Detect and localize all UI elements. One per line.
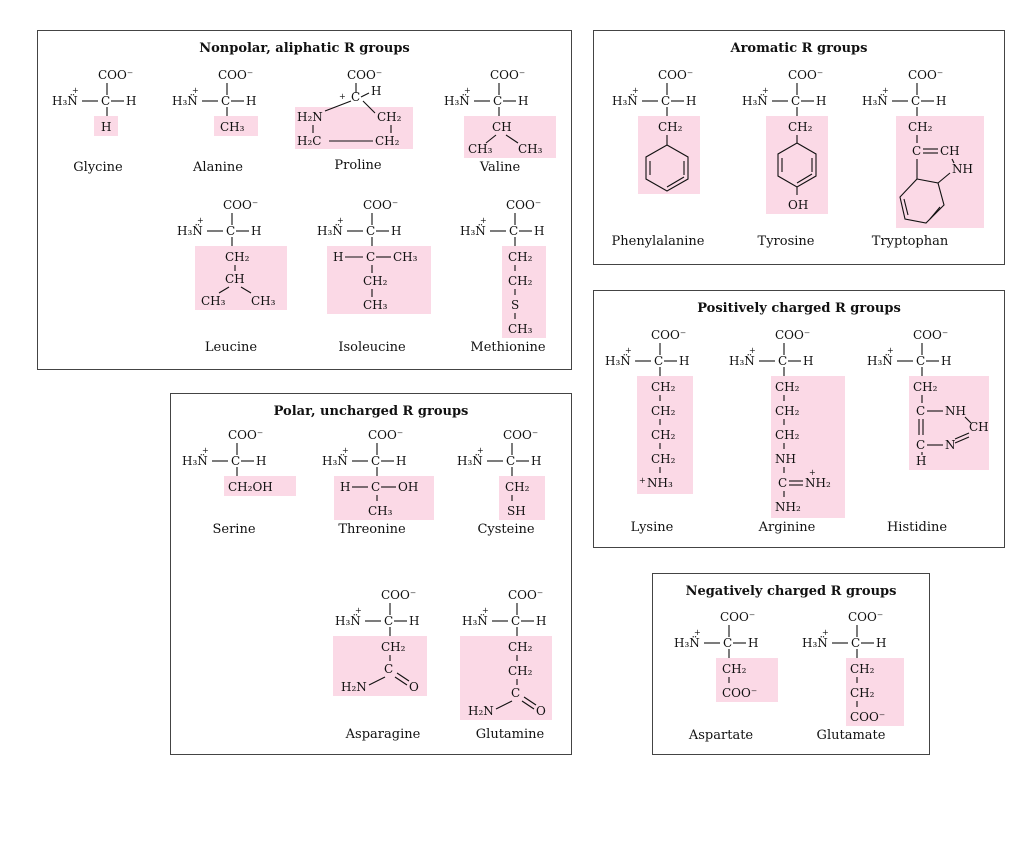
name-tyrosine: Tyrosine bbox=[757, 234, 815, 249]
svg-text:+: + bbox=[72, 86, 79, 95]
svg-text:CH₂: CH₂ bbox=[377, 110, 402, 124]
svg-text:H: H bbox=[686, 94, 697, 108]
svg-text:C: C bbox=[226, 224, 236, 238]
svg-text:+: + bbox=[639, 476, 646, 485]
svg-text:C: C bbox=[384, 662, 394, 676]
svg-text:+: + bbox=[882, 86, 889, 95]
svg-text:COO⁻: COO⁻ bbox=[218, 68, 254, 82]
svg-text:CH: CH bbox=[492, 120, 512, 134]
name-proline: Proline bbox=[334, 158, 382, 173]
svg-text:H₃N̈: H₃N̈ bbox=[605, 354, 631, 368]
svg-text:CH: CH bbox=[225, 272, 245, 286]
svg-text:SH: SH bbox=[507, 504, 526, 518]
svg-text:+: + bbox=[694, 628, 701, 637]
name-histidine: Histidine bbox=[886, 520, 948, 535]
svg-text:H₂N: H₂N bbox=[341, 680, 367, 694]
svg-text:CH₂: CH₂ bbox=[913, 380, 938, 394]
svg-text:H: H bbox=[256, 454, 267, 468]
svg-text:C: C bbox=[911, 94, 921, 108]
svg-text:COO⁻: COO⁻ bbox=[913, 328, 949, 342]
svg-text:H: H bbox=[936, 94, 947, 108]
svg-text:+: + bbox=[355, 606, 362, 615]
name-valine: Valine bbox=[479, 160, 521, 175]
svg-text:C: C bbox=[511, 686, 521, 700]
svg-text:C: C bbox=[509, 224, 519, 238]
panel-title-negative: Negatively charged R groups bbox=[685, 584, 897, 599]
svg-text:H: H bbox=[518, 94, 529, 108]
svg-text:+: + bbox=[625, 346, 632, 355]
svg-text:COO⁻: COO⁻ bbox=[722, 686, 758, 700]
svg-text:H₃N̈: H₃N̈ bbox=[802, 636, 828, 650]
svg-text:H₃N̈: H₃N̈ bbox=[444, 94, 470, 108]
svg-text:+: + bbox=[192, 86, 199, 95]
svg-text:+: + bbox=[197, 216, 204, 225]
svg-text:H₃N̈: H₃N̈ bbox=[317, 224, 343, 238]
svg-text:COO⁻: COO⁻ bbox=[223, 198, 259, 212]
svg-text:COO⁻: COO⁻ bbox=[788, 68, 824, 82]
svg-text:CH₂: CH₂ bbox=[788, 120, 813, 134]
svg-text:+: + bbox=[339, 92, 346, 101]
svg-text:C: C bbox=[778, 354, 788, 368]
svg-text:OH: OH bbox=[398, 480, 419, 494]
svg-text:H₃N̈: H₃N̈ bbox=[462, 614, 488, 628]
svg-text:CH₂: CH₂ bbox=[651, 404, 676, 418]
svg-text:CH₂: CH₂ bbox=[775, 404, 800, 418]
svg-text:CH₂: CH₂ bbox=[225, 250, 250, 264]
svg-text:+: + bbox=[632, 86, 639, 95]
svg-text:COO⁻: COO⁻ bbox=[908, 68, 944, 82]
svg-text:C: C bbox=[371, 480, 381, 494]
svg-text:CH₃: CH₃ bbox=[393, 250, 418, 264]
svg-text:COO⁻: COO⁻ bbox=[508, 588, 544, 602]
svg-text:N: N bbox=[945, 438, 956, 452]
svg-text:CH₂: CH₂ bbox=[775, 428, 800, 442]
svg-text:CH₃: CH₃ bbox=[368, 504, 393, 518]
svg-text:CH₂: CH₂ bbox=[363, 274, 388, 288]
name-glutamine: Glutamine bbox=[475, 727, 545, 742]
name-cysteine: Cysteine bbox=[477, 522, 535, 537]
svg-text:COO⁻: COO⁻ bbox=[503, 428, 539, 442]
name-threonine: Threonine bbox=[338, 522, 406, 537]
svg-text:CH₂: CH₂ bbox=[508, 640, 533, 654]
svg-text:CH₂: CH₂ bbox=[775, 380, 800, 394]
svg-text:H: H bbox=[333, 250, 344, 264]
svg-text:+: + bbox=[337, 216, 344, 225]
svg-text:+: + bbox=[477, 446, 484, 455]
amino-acid-glutamate bbox=[800, 607, 950, 847]
svg-text:H: H bbox=[531, 454, 542, 468]
svg-text:COO⁻: COO⁻ bbox=[98, 68, 134, 82]
svg-text:H: H bbox=[396, 454, 407, 468]
svg-text:CH₂: CH₂ bbox=[850, 662, 875, 676]
svg-text:CH₂: CH₂ bbox=[850, 686, 875, 700]
svg-text:CH₃: CH₃ bbox=[251, 294, 276, 308]
svg-text:H₃N̈: H₃N̈ bbox=[729, 354, 755, 368]
svg-text:C: C bbox=[493, 94, 503, 108]
svg-text:+: + bbox=[482, 606, 489, 615]
svg-text:H: H bbox=[534, 224, 545, 238]
svg-text:+: + bbox=[822, 628, 829, 637]
svg-text:C: C bbox=[371, 454, 381, 468]
svg-text:COO⁻: COO⁻ bbox=[775, 328, 811, 342]
svg-text:CH: CH bbox=[969, 420, 989, 434]
name-methionine: Methionine bbox=[470, 340, 546, 355]
svg-text:H₂N: H₂N bbox=[468, 704, 494, 718]
svg-text:C: C bbox=[791, 94, 801, 108]
svg-text:H: H bbox=[679, 354, 690, 368]
svg-text:CH₂: CH₂ bbox=[651, 380, 676, 394]
name-isoleucine: Isoleucine bbox=[338, 340, 406, 355]
svg-text:CH₂: CH₂ bbox=[908, 120, 933, 134]
svg-text:C: C bbox=[778, 476, 788, 490]
name-leucine: Leucine bbox=[204, 340, 258, 355]
svg-text:H: H bbox=[916, 454, 927, 468]
svg-text:CH₂: CH₂ bbox=[505, 480, 530, 494]
svg-text:H₃N̈: H₃N̈ bbox=[182, 454, 208, 468]
svg-text:H: H bbox=[246, 94, 257, 108]
name-asparagine: Asparagine bbox=[345, 727, 421, 742]
svg-text:C: C bbox=[912, 144, 922, 158]
svg-text:+: + bbox=[202, 446, 209, 455]
svg-text:H₃N̈: H₃N̈ bbox=[862, 94, 888, 108]
name-tryptophan: Tryptophan bbox=[871, 234, 949, 249]
svg-text:H: H bbox=[803, 354, 814, 368]
svg-text:C: C bbox=[916, 438, 926, 452]
svg-text:H: H bbox=[340, 480, 351, 494]
svg-text:H₂C: H₂C bbox=[297, 134, 322, 148]
svg-text:CH₃: CH₃ bbox=[508, 322, 533, 336]
svg-text:O: O bbox=[409, 680, 419, 694]
svg-text:H₃N̈: H₃N̈ bbox=[335, 614, 361, 628]
svg-text:H₃N̈: H₃N̈ bbox=[742, 94, 768, 108]
svg-text:COO⁻: COO⁻ bbox=[848, 610, 884, 624]
name-aspartate: Aspartate bbox=[688, 728, 754, 743]
name-phenylalanine: Phenylalanine bbox=[611, 234, 705, 249]
svg-text:C: C bbox=[101, 94, 111, 108]
svg-text:OH: OH bbox=[788, 198, 809, 212]
svg-text:H₃N̈: H₃N̈ bbox=[52, 94, 78, 108]
svg-text:CH₂: CH₂ bbox=[722, 662, 747, 676]
svg-text:COO⁻: COO⁻ bbox=[363, 198, 399, 212]
svg-text:C: C bbox=[916, 354, 926, 368]
svg-text:CH₃: CH₃ bbox=[201, 294, 226, 308]
svg-text:CH₂: CH₂ bbox=[651, 428, 676, 442]
svg-text:H₃N̈: H₃N̈ bbox=[322, 454, 348, 468]
svg-text:H: H bbox=[941, 354, 952, 368]
svg-text:NH₂: NH₂ bbox=[775, 500, 801, 514]
svg-text:CH₂: CH₂ bbox=[508, 274, 533, 288]
svg-text:C: C bbox=[654, 354, 664, 368]
svg-text:+: + bbox=[342, 446, 349, 455]
svg-text:O: O bbox=[536, 704, 546, 718]
svg-text:COO⁻: COO⁻ bbox=[347, 68, 383, 82]
name-serine: Serine bbox=[212, 522, 256, 537]
svg-text:H: H bbox=[748, 636, 759, 650]
svg-text:H: H bbox=[536, 614, 547, 628]
svg-text:CH₃: CH₃ bbox=[363, 298, 388, 312]
svg-text:CH₃: CH₃ bbox=[468, 142, 493, 156]
svg-text:C: C bbox=[231, 454, 241, 468]
svg-text:C: C bbox=[384, 614, 394, 628]
svg-text:H: H bbox=[876, 636, 887, 650]
svg-text:NH: NH bbox=[945, 404, 966, 418]
svg-text:CH₃: CH₃ bbox=[220, 120, 245, 134]
svg-text:C: C bbox=[221, 94, 231, 108]
svg-text:COO⁻: COO⁻ bbox=[658, 68, 694, 82]
svg-text:C: C bbox=[366, 250, 376, 264]
svg-text:CH₂: CH₂ bbox=[508, 250, 533, 264]
svg-text:H: H bbox=[409, 614, 420, 628]
svg-text:COO⁻: COO⁻ bbox=[506, 198, 542, 212]
svg-text:H: H bbox=[126, 94, 137, 108]
svg-text:H: H bbox=[251, 224, 262, 238]
svg-text:+: + bbox=[749, 346, 756, 355]
svg-text:C: C bbox=[506, 454, 516, 468]
panel-title-positive: Positively charged R groups bbox=[697, 301, 901, 316]
name-alanine: Alanine bbox=[193, 160, 243, 175]
panel-title-aromatic: Aromatic R groups bbox=[730, 41, 868, 56]
svg-text:C: C bbox=[916, 404, 926, 418]
svg-text:H: H bbox=[371, 84, 382, 98]
panel-title-nonpolar: Nonpolar, aliphatic R groups bbox=[199, 41, 410, 56]
svg-text:+: + bbox=[464, 86, 471, 95]
svg-text:+: + bbox=[480, 216, 487, 225]
svg-text:H₃N̈: H₃N̈ bbox=[177, 224, 203, 238]
amino-acid-tryptophan bbox=[860, 65, 1010, 305]
amino-acid-glutamine bbox=[460, 585, 610, 825]
name-glutamate: Glutamate bbox=[816, 728, 886, 743]
svg-text:C: C bbox=[723, 636, 733, 650]
svg-text:H: H bbox=[816, 94, 827, 108]
amino-acid-serine bbox=[180, 425, 330, 665]
svg-text:COO⁻: COO⁻ bbox=[228, 428, 264, 442]
svg-text:CH: CH bbox=[940, 144, 960, 158]
svg-text:CH₂: CH₂ bbox=[508, 664, 533, 678]
svg-text:COO⁻: COO⁻ bbox=[381, 588, 417, 602]
svg-text:H: H bbox=[391, 224, 402, 238]
svg-text:H₃N̈: H₃N̈ bbox=[172, 94, 198, 108]
svg-text:CH₂: CH₂ bbox=[381, 640, 406, 654]
svg-text:H₂N: H₂N bbox=[297, 110, 323, 124]
svg-text:C: C bbox=[366, 224, 376, 238]
svg-text:+: + bbox=[762, 86, 769, 95]
svg-text:CH₂: CH₂ bbox=[375, 134, 400, 148]
svg-text:NH: NH bbox=[775, 452, 796, 466]
svg-text:S: S bbox=[511, 298, 520, 312]
svg-text:+: + bbox=[809, 468, 816, 477]
amino-acid-phenylalanine bbox=[610, 65, 760, 305]
svg-text:+: + bbox=[887, 346, 894, 355]
svg-text:C: C bbox=[851, 636, 861, 650]
svg-text:COO⁻: COO⁻ bbox=[651, 328, 687, 342]
name-glycine: Glycine bbox=[73, 160, 123, 175]
svg-text:COO⁻: COO⁻ bbox=[368, 428, 404, 442]
svg-text:CH₂OH: CH₂OH bbox=[228, 480, 273, 494]
name-arginine: Arginine bbox=[758, 520, 816, 535]
svg-text:H₃N̈: H₃N̈ bbox=[674, 636, 700, 650]
svg-text:H₃N̈: H₃N̈ bbox=[460, 224, 486, 238]
svg-text:H: H bbox=[101, 120, 112, 134]
svg-text:NH: NH bbox=[952, 162, 973, 176]
svg-text:COO⁻: COO⁻ bbox=[490, 68, 526, 82]
svg-text:COO⁻: COO⁻ bbox=[850, 710, 886, 724]
panel-title-polar: Polar, uncharged R groups bbox=[273, 404, 469, 419]
svg-text:CH₃: CH₃ bbox=[518, 142, 543, 156]
svg-text:CH₂: CH₂ bbox=[651, 452, 676, 466]
svg-text:H₃N̈: H₃N̈ bbox=[612, 94, 638, 108]
svg-text:NH₃: NH₃ bbox=[647, 476, 673, 490]
svg-text:C: C bbox=[351, 90, 361, 104]
svg-text:COO⁻: COO⁻ bbox=[720, 610, 756, 624]
svg-text:H₃N̈: H₃N̈ bbox=[867, 354, 893, 368]
svg-text:C: C bbox=[661, 94, 671, 108]
svg-text:H₃N̈: H₃N̈ bbox=[457, 454, 483, 468]
svg-text:C: C bbox=[511, 614, 521, 628]
svg-text:NH₂: NH₂ bbox=[805, 476, 831, 490]
name-lysine: Lysine bbox=[630, 520, 674, 535]
svg-text:CH₂: CH₂ bbox=[658, 120, 683, 134]
